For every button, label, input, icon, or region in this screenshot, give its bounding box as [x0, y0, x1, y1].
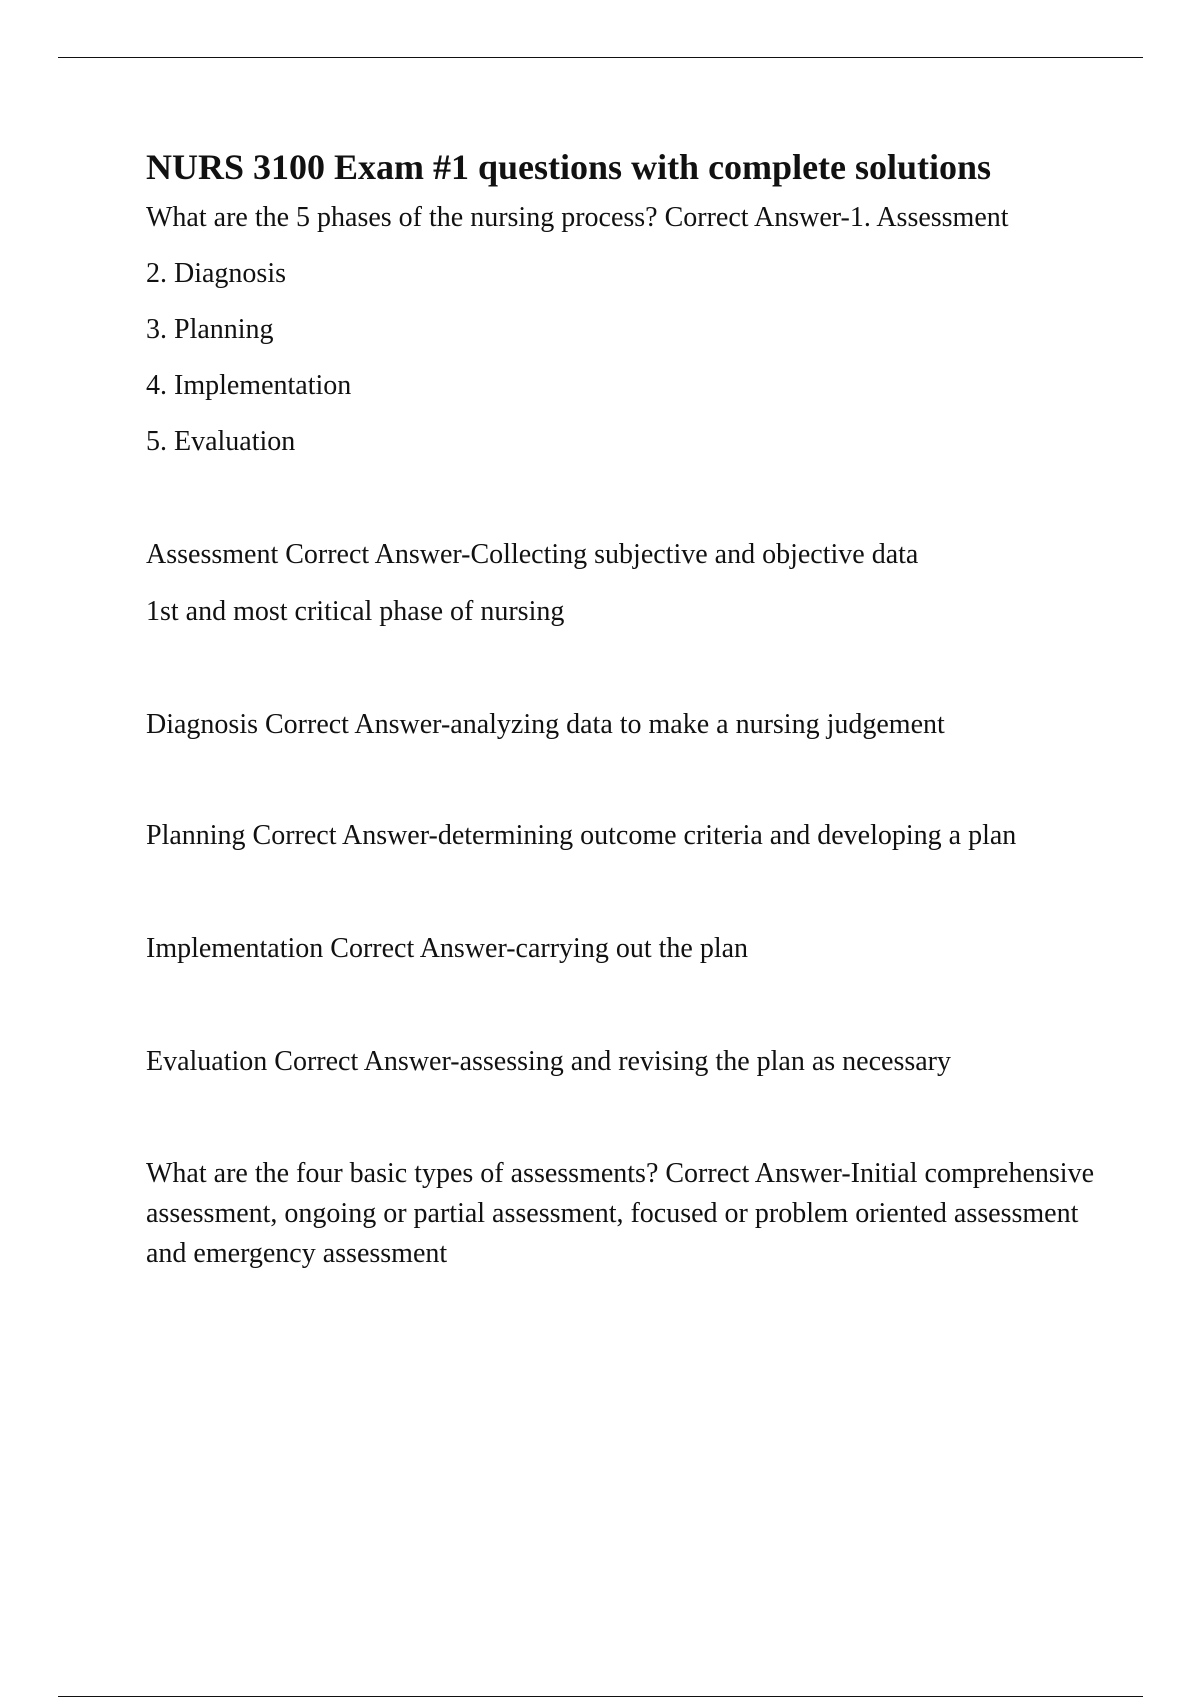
- answer-diagnosis: Diagnosis Correct Answer-analyzing data to make a nursing judgement: [146, 709, 945, 740]
- list-item-implementation: 4. Implementation: [146, 370, 352, 401]
- bottom-rule: [58, 1696, 1143, 1697]
- answer-assessment: Assessment Correct Answer-Collecting subjective and objective data: [146, 539, 919, 570]
- list-item-evaluation: 5. Evaluation: [146, 426, 296, 457]
- answer-implementation: Implementation Correct Answer-carrying out the plan: [146, 933, 749, 964]
- document-title: NURS 3100 Exam #1 questions with complete solutions: [146, 147, 992, 187]
- answer-planning: Planning Correct Answer-determining outcome criteria and developing a plan: [146, 820, 1017, 851]
- top-rule: [58, 57, 1143, 58]
- answer-evaluation: Evaluation Correct Answer-assessing and revising the plan as necessary: [146, 1046, 951, 1077]
- document-body: [146, 142, 1106, 1274]
- answer-assessment-note: 1st and most critical phase of nursing: [146, 596, 565, 627]
- list-item-diagnosis: 2. Diagnosis: [146, 258, 286, 289]
- list-item-planning: 3. Planning: [146, 314, 274, 345]
- question-assessment-types: What are the four basic types of assessments? Correct Answer-Initial comprehensive assessment, ongoing or partial assessment, focused or problem oriented assessment and emergency assessment: [146, 1158, 1095, 1269]
- question-nursing-process: What are the 5 phases of the nursing process? Correct Answer-1. Assessment: [146, 202, 1009, 233]
